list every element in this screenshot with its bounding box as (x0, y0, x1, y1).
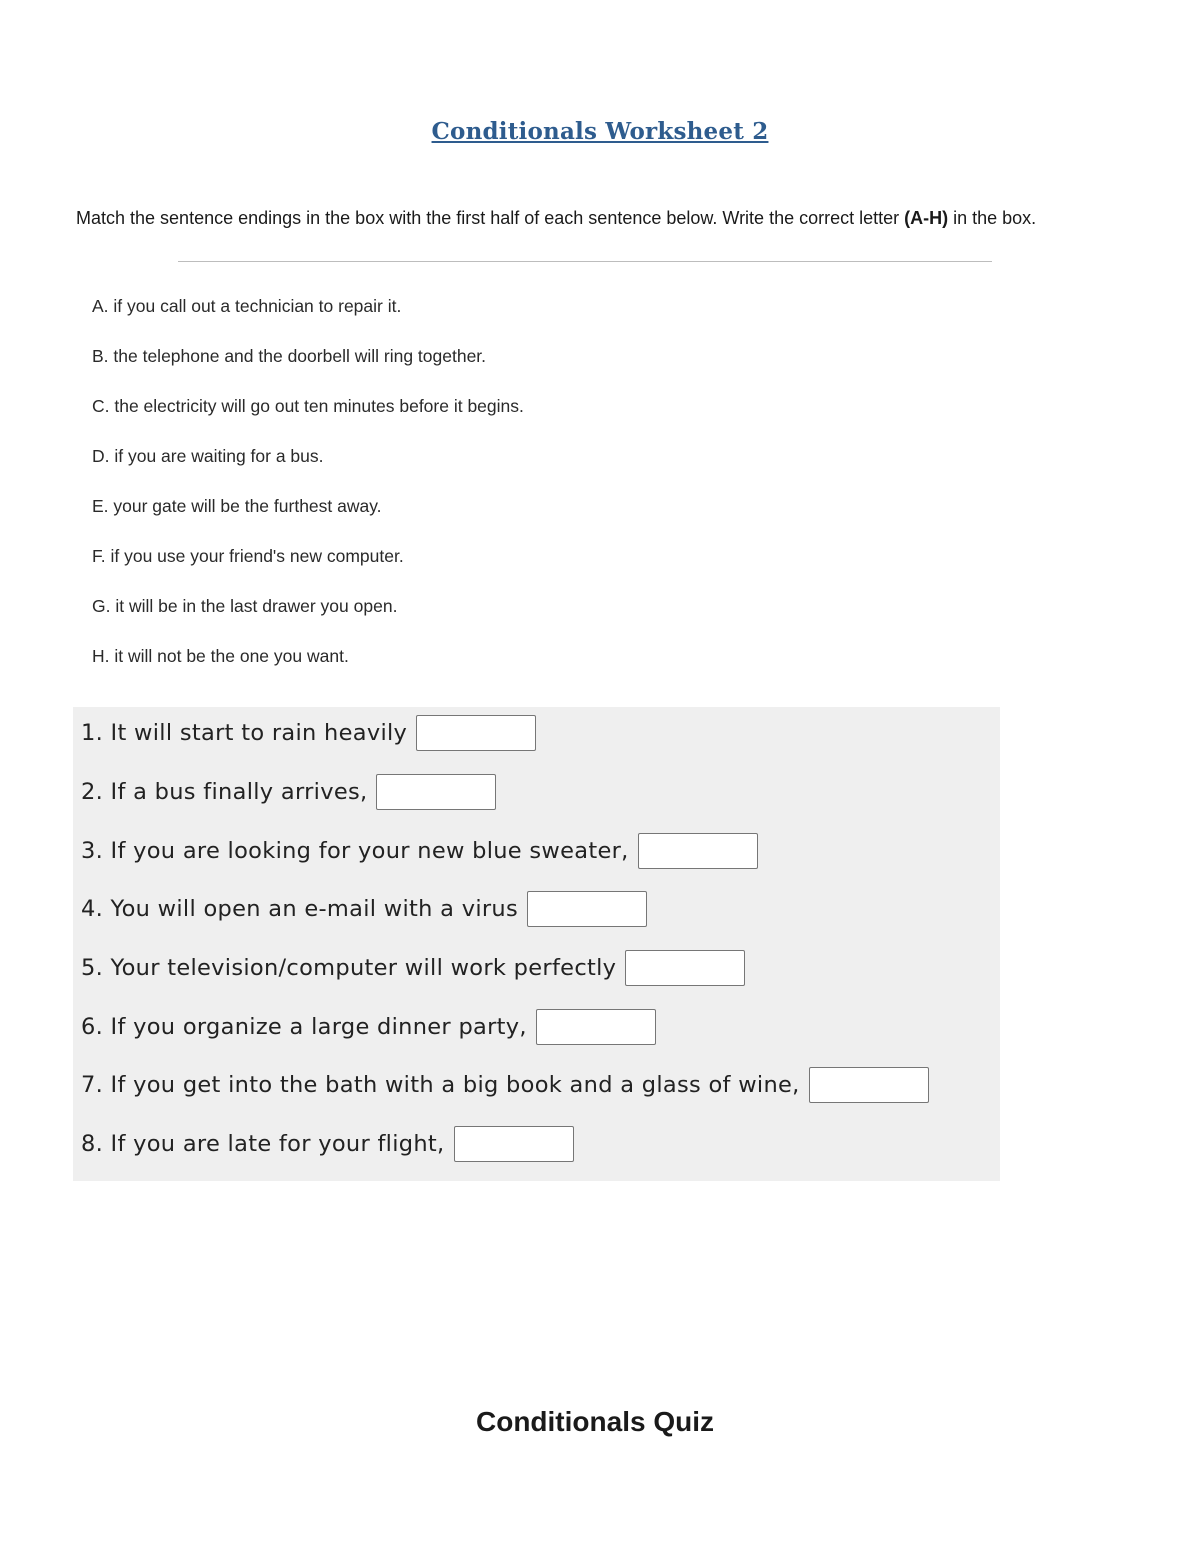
question-text: 3. If you are looking for your new blue sweater, (81, 838, 629, 864)
question-row (81, 1123, 574, 1165)
question-row (81, 771, 496, 813)
answer-input-5[interactable] (625, 950, 745, 986)
worksheet-title: Conditionals Worksheet 2 (431, 118, 769, 145)
ending-d: D. if you are waiting for a bus. (92, 446, 324, 466)
instructions-text-end: in the box. (948, 208, 1037, 228)
question-text: 8. If you are late for your flight, (81, 1131, 445, 1157)
answer-input-7[interactable] (809, 1067, 929, 1103)
question-text: 5. Your television/computer will work perfectly (81, 955, 617, 981)
question-text: 6. If you organize a large dinner party, (81, 1014, 527, 1040)
ending-c: C. the electricity will go out ten minutes before it begins. (92, 396, 524, 416)
question-row (81, 830, 758, 872)
question-text: 4. You will open an e-mail with a virus (81, 896, 519, 922)
ending-e: E. your gate will be the furthest away. (92, 496, 382, 516)
questions-panel (73, 707, 1000, 1181)
question-row (81, 712, 536, 754)
divider (178, 261, 992, 262)
ending-h: H. it will not be the one you want. (92, 646, 349, 666)
answer-input-6[interactable] (536, 1009, 656, 1045)
question-row (81, 888, 647, 930)
question-row (81, 947, 745, 989)
answer-input-2[interactable] (376, 774, 496, 810)
ending-g: G. it will be in the last drawer you open. (92, 596, 398, 616)
quiz-title: Conditionals Quiz (476, 1406, 714, 1437)
question-text: 1. It will start to rain heavily (81, 720, 408, 746)
ending-f: F. if you use your friend's new computer. (92, 546, 404, 566)
sentence-endings-list (92, 296, 524, 696)
answer-input-8[interactable] (454, 1126, 574, 1162)
instructions-letter-range: (A-H) (904, 208, 949, 228)
answer-input-1[interactable] (416, 715, 536, 751)
question-row (81, 1064, 929, 1106)
answer-input-3[interactable] (638, 833, 758, 869)
ending-a: A. if you call out a technician to repair it. (92, 296, 402, 316)
instructions-text-start: Match the sentence endings in the box with the first half of each sentence below. Write the correct letter (76, 208, 905, 228)
answer-input-4[interactable] (527, 891, 647, 927)
instructions (76, 208, 1136, 229)
question-row (81, 1006, 656, 1048)
question-text: 7. If you get into the bath with a big book and a glass of wine, (81, 1072, 800, 1098)
ending-b: B. the telephone and the doorbell will ring together. (92, 346, 487, 366)
question-text: 2. If a bus finally arrives, (81, 779, 368, 805)
